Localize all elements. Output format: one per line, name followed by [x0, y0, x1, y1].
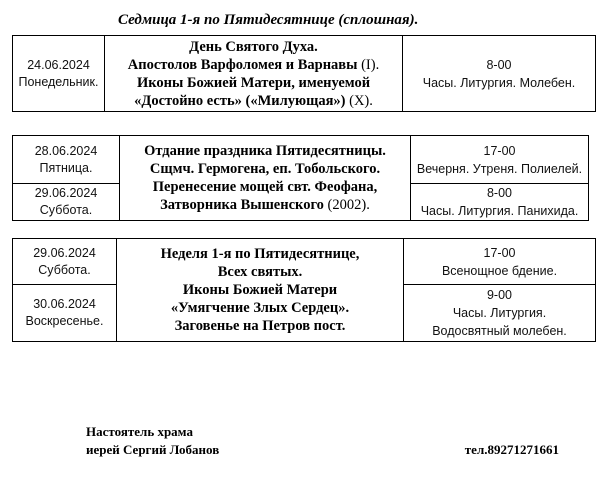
service-name: Часы. Литургия. Панихида.: [420, 204, 579, 218]
feast-line: «Достойно есть» («Милующая») (X).: [134, 92, 373, 109]
service-time: 8-00: [486, 186, 513, 200]
service-cell: [403, 36, 596, 112]
date-cell: [13, 36, 105, 112]
date-cell: [13, 285, 117, 342]
service-time: 8-00: [486, 57, 512, 72]
feast-line: Всех святых.: [217, 264, 303, 280]
feast-line: Апостолов Варфоломея и Варнавы (I).: [127, 56, 380, 73]
service-time: 17-00: [483, 245, 516, 260]
service-cell: [411, 136, 589, 184]
service-name: Водосвятный молебен.: [432, 324, 567, 338]
service-time: 9-00: [486, 288, 513, 302]
feast-cell: [105, 36, 403, 112]
date: 30.06.2024: [33, 297, 96, 311]
feast-line: «Умягчение Злых Сердец».: [170, 300, 350, 316]
schedule-block-3: [12, 238, 596, 342]
feast-line: День Святого Духа.: [189, 38, 318, 55]
weekday: Понедельник.: [18, 74, 99, 89]
service-time: 17-00: [483, 143, 516, 158]
feast-line: Сщмч. Гермогена, еп. Тобольского.: [149, 161, 381, 177]
weekday: Воскресенье.: [25, 314, 104, 328]
date-cell: [13, 136, 120, 184]
feast-line: Затворника Вышенского (2002).: [160, 197, 370, 213]
feast-line: Неделя 1-я по Пятидесятнице,: [160, 246, 360, 262]
schedule-row: [13, 136, 589, 184]
feast-cell: [120, 136, 411, 221]
feast-cell: [117, 239, 404, 342]
date: 28.06.2024: [34, 143, 98, 158]
schedule-block-1: [12, 35, 596, 112]
rector-title: Настоятель храма: [86, 424, 193, 439]
date: 29.06.2024: [34, 186, 98, 200]
phone-number: тел.89271271661: [464, 442, 559, 457]
feast-line: Иконы Божией Матери: [182, 282, 338, 298]
service-name: Часы. Литургия.: [452, 306, 547, 320]
date-cell: [13, 239, 117, 285]
schedule-block-2: [12, 135, 589, 221]
service-name: Часы. Литургия. Молебен.: [422, 75, 576, 90]
service-cell: [404, 285, 596, 342]
feast-line: Отдание праздника Пятидесятницы.: [144, 143, 386, 159]
service-name: Всенощное бдение.: [441, 263, 558, 278]
date-cell: [13, 184, 120, 221]
weekday: Суббота.: [38, 262, 91, 277]
service-cell: [404, 239, 596, 285]
weekday: Пятница.: [39, 160, 93, 175]
page-title: Седмица 1-я по Пятидесятнице (сплошная).: [118, 12, 419, 28]
rector-name: иерей Сергий Лобанов: [86, 442, 220, 457]
schedule-row: [13, 239, 596, 285]
weekday: Суббота.: [39, 203, 93, 217]
service-name: Вечерня. Утреня. Полиелей.: [416, 161, 583, 176]
feast-line: Заговенье на Петров пост.: [174, 318, 346, 334]
feast-line: Перенесение мощей свт. Феофана,: [152, 179, 378, 195]
service-cell: [411, 184, 589, 221]
date: 29.06.2024: [33, 245, 96, 260]
feast-line: Иконы Божией Матери, именуемой: [136, 74, 371, 91]
schedule-row: [13, 36, 596, 112]
date: 24.06.2024: [27, 57, 90, 72]
